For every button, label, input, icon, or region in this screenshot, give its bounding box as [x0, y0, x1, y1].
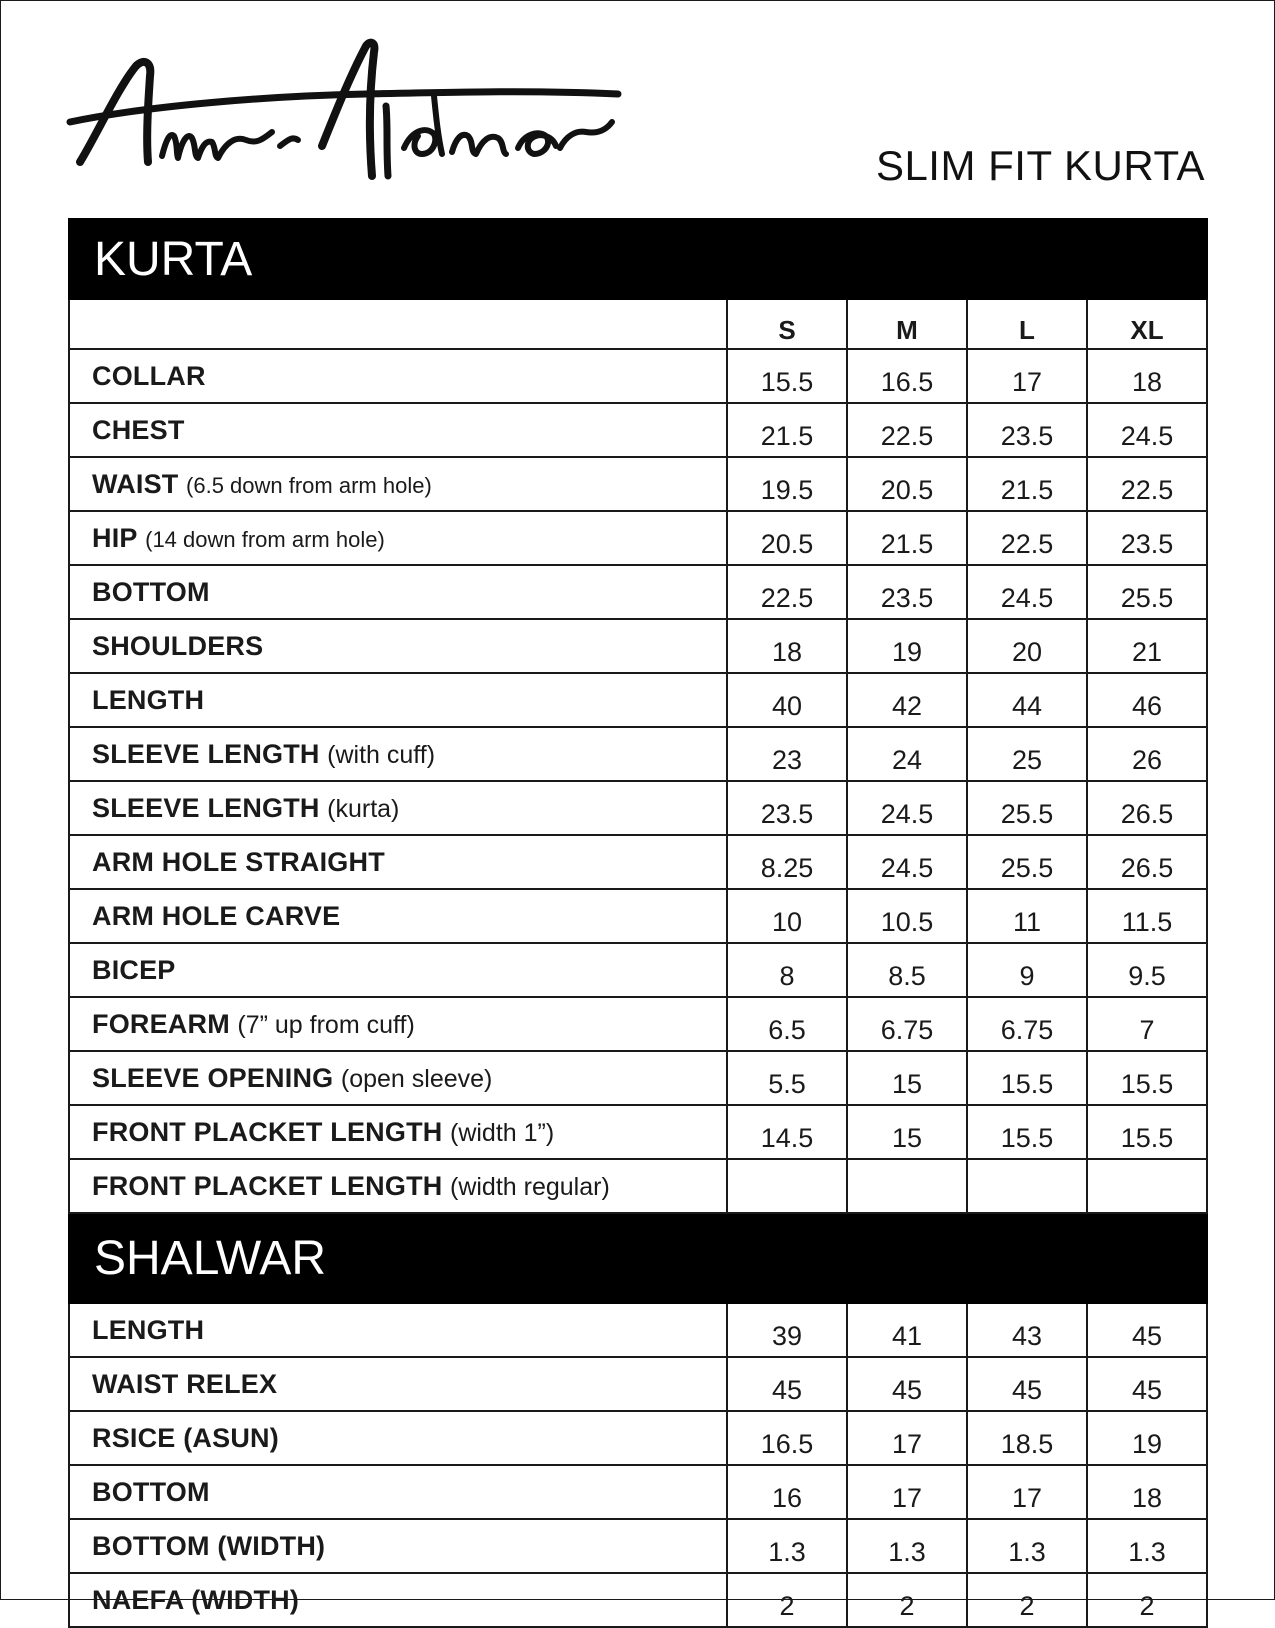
measurement-name: ARM HOLE STRAIGHT [92, 846, 385, 877]
size-value-l: 21.5 [967, 457, 1087, 511]
section-title: KURTA [69, 219, 1207, 299]
size-value-l [967, 1159, 1087, 1213]
measurement-note: (kurta) [327, 794, 400, 823]
table-row [69, 619, 1207, 673]
size-value-s: 8 [727, 943, 847, 997]
size-chart-table [68, 218, 1208, 1628]
size-value-s: 20.5 [727, 511, 847, 565]
measurement-label [69, 565, 727, 619]
size-value-l: 23.5 [967, 403, 1087, 457]
measurement-name: SLEEVE LENGTH [92, 792, 320, 823]
size-value-l: 1.3 [967, 1519, 1087, 1573]
measurement-name: SHOULDERS [92, 630, 264, 661]
size-value-l: 15.5 [967, 1105, 1087, 1159]
size-value-l: 45 [967, 1357, 1087, 1411]
table-row [69, 457, 1207, 511]
size-value-l: 17 [967, 349, 1087, 403]
measurement-label [69, 457, 727, 511]
size-value-s: 5.5 [727, 1051, 847, 1105]
table-row [69, 403, 1207, 457]
table-row [69, 1411, 1207, 1465]
size-value-xl: 45 [1087, 1303, 1207, 1357]
table-row [69, 511, 1207, 565]
size-value-xl: 9.5 [1087, 943, 1207, 997]
size-value-xl: 18 [1087, 1465, 1207, 1519]
size-value-s: 22.5 [727, 565, 847, 619]
size-value-xl: 45 [1087, 1357, 1207, 1411]
size-value-m: 8.5 [847, 943, 967, 997]
measurement-label [69, 727, 727, 781]
size-value-m: 20.5 [847, 457, 967, 511]
size-header-s: S [727, 299, 847, 349]
measurement-name: WAIST [92, 468, 179, 499]
measurement-label [69, 1519, 727, 1573]
size-value-xl: 26.5 [1087, 781, 1207, 835]
measurement-note: (open sleeve) [340, 1064, 493, 1093]
section-title: SHALWAR [69, 1213, 1207, 1303]
size-value-xl [1087, 1159, 1207, 1213]
table-row [69, 349, 1207, 403]
size-value-l: 11 [967, 889, 1087, 943]
size-value-xl: 46 [1087, 673, 1207, 727]
section-header-shalwar [69, 1213, 1207, 1303]
size-value-xl: 1.3 [1087, 1519, 1207, 1573]
size-value-xl: 15.5 [1087, 1051, 1207, 1105]
size-value-s: 21.5 [727, 403, 847, 457]
size-value-m: 2 [847, 1573, 967, 1627]
size-value-s: 45 [727, 1357, 847, 1411]
size-value-l: 15.5 [967, 1051, 1087, 1105]
size-value-l: 9 [967, 943, 1087, 997]
measurement-label [69, 1105, 727, 1159]
size-value-m: 16.5 [847, 349, 967, 403]
size-value-s: 23 [727, 727, 847, 781]
table-row [69, 1357, 1207, 1411]
size-value-m: 17 [847, 1411, 967, 1465]
measurement-name: BOTTOM [92, 576, 210, 607]
size-value-m: 21.5 [847, 511, 967, 565]
size-value-m: 6.75 [847, 997, 967, 1051]
size-value-xl: 11.5 [1087, 889, 1207, 943]
size-value-xl: 26.5 [1087, 835, 1207, 889]
size-value-s: 15.5 [727, 349, 847, 403]
table-row [69, 781, 1207, 835]
size-value-m: 15 [847, 1105, 967, 1159]
size-value-m: 22.5 [847, 403, 967, 457]
measurement-name: CHEST [92, 414, 185, 445]
size-value-s: 10 [727, 889, 847, 943]
measurement-name: BOTTOM [92, 1476, 210, 1507]
measurement-label [69, 403, 727, 457]
size-value-m: 41 [847, 1303, 967, 1357]
size-value-l: 6.75 [967, 997, 1087, 1051]
size-value-s: 39 [727, 1303, 847, 1357]
measurement-name: BICEP [92, 954, 176, 985]
size-value-l: 18.5 [967, 1411, 1087, 1465]
size-value-m: 42 [847, 673, 967, 727]
size-value-xl: 2 [1087, 1573, 1207, 1627]
measurement-name: ARM HOLE CARVE [92, 900, 341, 931]
size-value-xl: 24.5 [1087, 403, 1207, 457]
size-value-s: 1.3 [727, 1519, 847, 1573]
table-row [69, 1105, 1207, 1159]
size-value-l: 24.5 [967, 565, 1087, 619]
size-header-l: L [967, 299, 1087, 349]
measurement-label [69, 1465, 727, 1519]
size-value-m: 24.5 [847, 781, 967, 835]
size-value-xl: 15.5 [1087, 1105, 1207, 1159]
size-header-xl: XL [1087, 299, 1207, 349]
measurement-label [69, 943, 727, 997]
measurement-name: FRONT PLACKET LENGTH [92, 1116, 443, 1147]
table-row [69, 835, 1207, 889]
measurement-name: LENGTH [92, 684, 205, 715]
table-row [69, 889, 1207, 943]
size-value-s: 14.5 [727, 1105, 847, 1159]
size-value-m: 23.5 [847, 565, 967, 619]
measurement-label [69, 781, 727, 835]
size-value-m: 1.3 [847, 1519, 967, 1573]
size-value-l: 22.5 [967, 511, 1087, 565]
size-value-s: 23.5 [727, 781, 847, 835]
size-value-xl: 23.5 [1087, 511, 1207, 565]
section-header-kurta [69, 219, 1207, 299]
measurement-note: (with cuff) [327, 740, 436, 769]
brand-signature-logo [66, 36, 626, 188]
table-row [69, 1519, 1207, 1573]
table-row [69, 1303, 1207, 1357]
size-value-m: 15 [847, 1051, 967, 1105]
measurement-name: LENGTH [92, 1314, 205, 1345]
size-header-blank [69, 299, 727, 349]
table-row [69, 1159, 1207, 1213]
measurement-label [69, 349, 727, 403]
size-value-l: 43 [967, 1303, 1087, 1357]
measurement-note: (6.5 down from arm hole) [186, 472, 432, 498]
table-row [69, 1465, 1207, 1519]
size-value-s: 40 [727, 673, 847, 727]
measurement-label [69, 619, 727, 673]
size-value-m: 45 [847, 1357, 967, 1411]
measurement-label [69, 673, 727, 727]
measurement-name: NAEFA (WIDTH) [92, 1584, 300, 1615]
table-row [69, 1051, 1207, 1105]
measurement-name: HIP [92, 522, 138, 553]
size-value-s: 8.25 [727, 835, 847, 889]
size-value-xl: 26 [1087, 727, 1207, 781]
size-value-l: 20 [967, 619, 1087, 673]
size-value-s: 18 [727, 619, 847, 673]
measurement-label [69, 1357, 727, 1411]
table-row [69, 673, 1207, 727]
measurement-name: COLLAR [92, 360, 206, 391]
size-value-xl: 7 [1087, 997, 1207, 1051]
size-value-l: 17 [967, 1465, 1087, 1519]
size-value-s: 16.5 [727, 1411, 847, 1465]
size-value-m: 24 [847, 727, 967, 781]
measurement-name: BOTTOM (WIDTH) [92, 1530, 326, 1561]
size-value-l: 44 [967, 673, 1087, 727]
measurement-label [69, 1051, 727, 1105]
size-value-xl: 19 [1087, 1411, 1207, 1465]
size-value-s: 2 [727, 1573, 847, 1627]
size-header-m: M [847, 299, 967, 349]
size-value-xl: 25.5 [1087, 565, 1207, 619]
measurement-label [69, 1303, 727, 1357]
table-row [69, 997, 1207, 1051]
size-value-m [847, 1159, 967, 1213]
size-header-row [69, 299, 1207, 349]
measurement-name: SLEEVE LENGTH [92, 738, 320, 769]
size-value-xl: 22.5 [1087, 457, 1207, 511]
size-value-l: 25 [967, 727, 1087, 781]
table-row [69, 565, 1207, 619]
measurement-label [69, 997, 727, 1051]
size-value-s: 19.5 [727, 457, 847, 511]
size-value-xl: 21 [1087, 619, 1207, 673]
measurement-label [69, 1159, 727, 1213]
size-value-l: 25.5 [967, 835, 1087, 889]
document-title: SLIM FIT KURTA [875, 142, 1205, 189]
measurement-name: WAIST RELEX [92, 1368, 278, 1399]
size-value-m: 17 [847, 1465, 967, 1519]
measurement-note: (width 1”) [450, 1118, 555, 1147]
table-row [69, 727, 1207, 781]
size-value-s: 16 [727, 1465, 847, 1519]
measurement-label [69, 835, 727, 889]
size-value-m: 10.5 [847, 889, 967, 943]
size-value-xl: 18 [1087, 349, 1207, 403]
measurement-note: (14 down from arm hole) [145, 526, 385, 552]
size-value-l: 2 [967, 1573, 1087, 1627]
measurement-name: FOREARM [92, 1008, 230, 1039]
measurement-name: RSICE (ASUN) [92, 1422, 279, 1453]
measurement-note: (7” up from cuff) [237, 1010, 415, 1039]
size-value-m: 24.5 [847, 835, 967, 889]
measurement-label [69, 1573, 727, 1627]
measurement-note: (width regular) [450, 1172, 610, 1201]
measurement-name: SLEEVE OPENING [92, 1062, 334, 1093]
measurement-label [69, 511, 727, 565]
size-value-s [727, 1159, 847, 1213]
measurement-label [69, 1411, 727, 1465]
size-value-s: 6.5 [727, 997, 847, 1051]
table-row [69, 943, 1207, 997]
measurement-label [69, 889, 727, 943]
size-value-m: 19 [847, 619, 967, 673]
table-row [69, 1573, 1207, 1627]
size-value-l: 25.5 [967, 781, 1087, 835]
measurement-name: FRONT PLACKET LENGTH [92, 1170, 443, 1201]
